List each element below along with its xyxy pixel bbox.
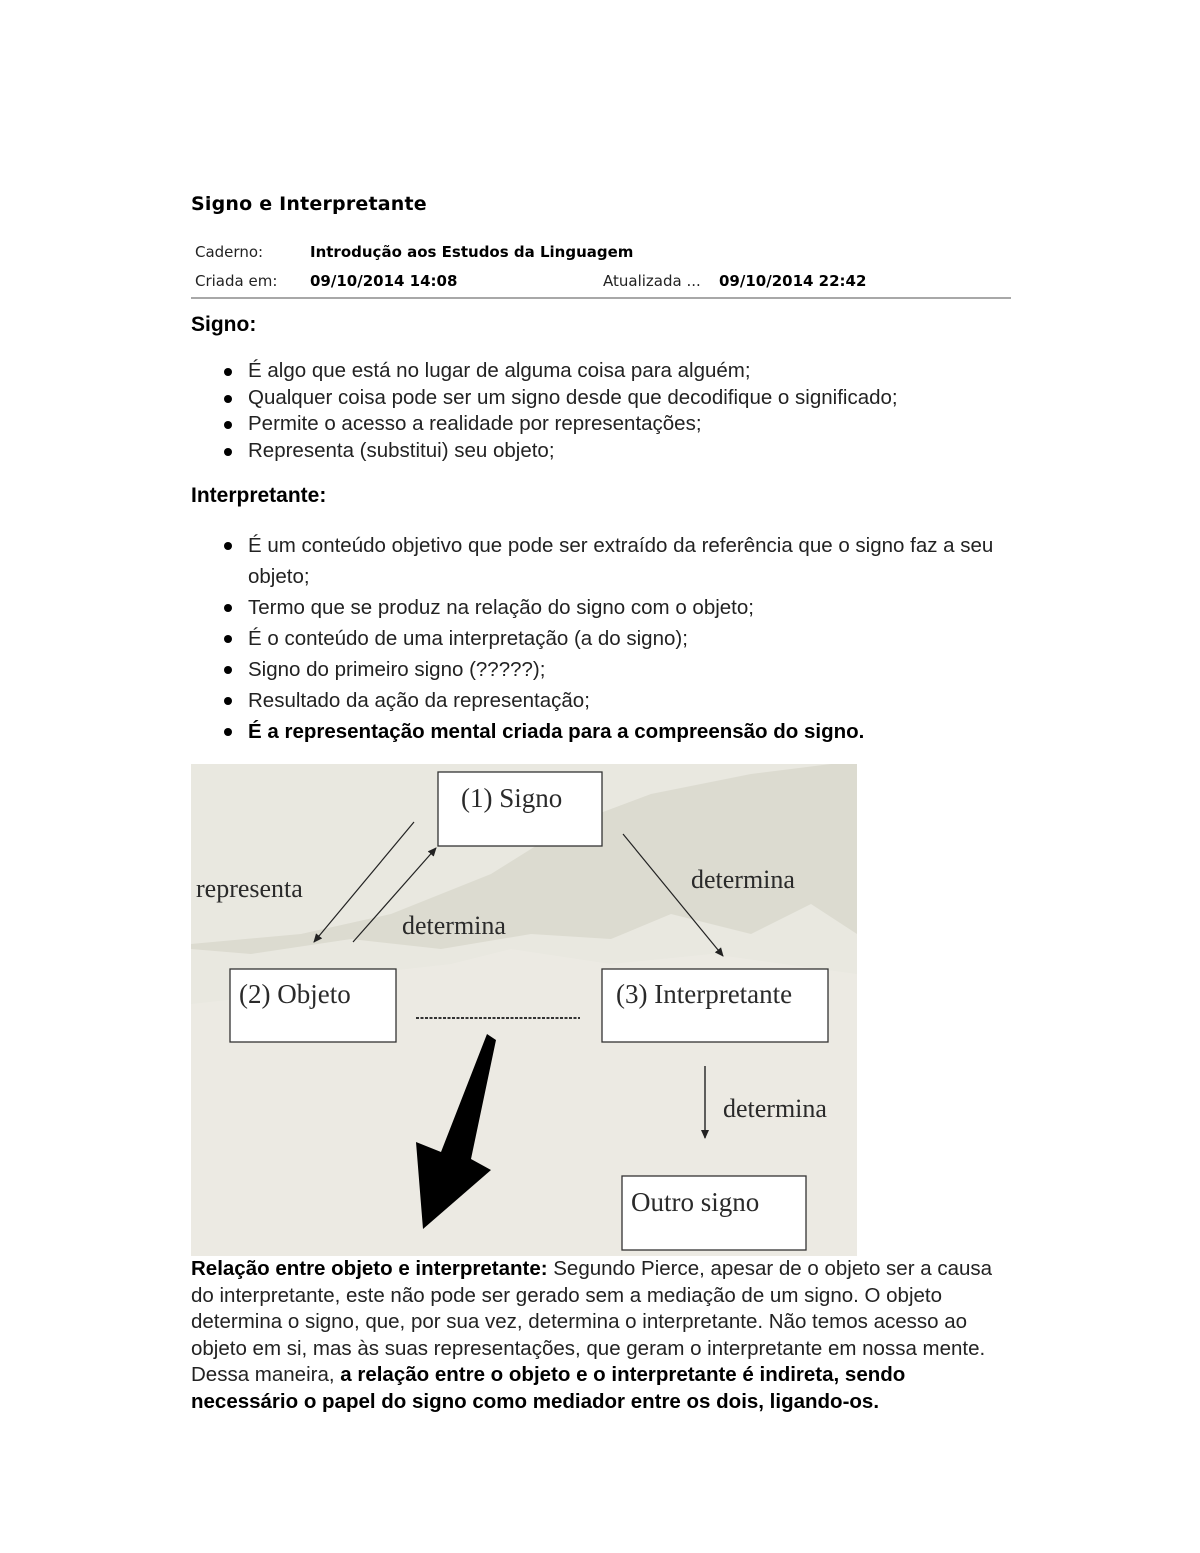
notebook-value: Introdução aos Estudos da Linguagem	[310, 243, 634, 261]
created-label: Criada em:	[195, 272, 278, 290]
box-outro-signo-label: Outro signo	[631, 1187, 760, 1217]
interpretante-heading: Interpretante:	[191, 484, 327, 507]
signo-heading: Signo:	[191, 313, 257, 336]
bullet-icon	[224, 666, 232, 674]
box-objeto-label: (2) Objeto	[239, 979, 351, 1009]
updated-label: Atualizada ...	[603, 272, 701, 290]
semiotic-triangle-figure	[191, 764, 857, 1256]
list-item-emphasis: É a representação mental criada para a compreensão do signo.	[248, 716, 1018, 747]
note-metadata	[191, 243, 1011, 301]
bullet-icon	[224, 604, 232, 612]
relacao-paragraph	[191, 1256, 1006, 1415]
list-item: Termo que se produz na relação do signo com o objeto;	[248, 592, 1018, 623]
note-title: Signo e Interpretante	[191, 193, 427, 215]
diagram-svg	[191, 764, 857, 1256]
list-item: Permite o acesso a realidade por representações;	[248, 411, 1018, 438]
metadata-divider	[191, 297, 1011, 299]
box-interpretante-label: (3) Interpretante	[616, 979, 793, 1009]
interpretante-list	[248, 530, 1018, 747]
relacao-conclusion: a relação entre o objeto e o interpretante é indireta, sendo necessário o papel do signo como mediador entre os dois, ligando-os.	[191, 1363, 906, 1413]
list-item: Representa (substitui) seu objeto;	[248, 438, 1018, 465]
notebook-label: Caderno:	[195, 243, 264, 261]
relacao-text: Segundo Pierce, apesar de o objeto ser a causa do interpretante, este não pode ser gerado sem a mediação de um signo. O objeto determina o signo, que, por sua vez, determina o interpretante. Não temos acesso ao objeto em si, mas às suas representações, que geram o interpretante em nossa mente. Dessa maneira,	[191, 1257, 993, 1386]
bullet-icon	[224, 697, 232, 705]
bullet-icon	[224, 728, 232, 736]
bullet-icon	[224, 421, 232, 429]
label-determina-2: determina	[691, 865, 795, 894]
label-representa: representa	[196, 874, 303, 903]
created-value: 09/10/2014 14:08	[310, 272, 458, 290]
updated-value: 09/10/2014 22:42	[719, 272, 867, 290]
list-item: É o conteúdo de uma interpretação (a do signo);	[248, 623, 1018, 654]
list-item: É um conteúdo objetivo que pode ser extraído da referência que o signo faz a seu objeto;	[248, 530, 1018, 592]
label-determina-3: determina	[723, 1094, 827, 1123]
bullet-icon	[224, 395, 232, 403]
list-item: Resultado da ação da representação;	[248, 685, 1018, 716]
bullet-icon	[224, 448, 232, 456]
bullet-icon	[224, 542, 232, 550]
list-item: Qualquer coisa pode ser um signo desde que decodifique o significado;	[248, 385, 1018, 412]
label-determina-1: determina	[402, 911, 506, 940]
notebook-row	[191, 243, 1011, 272]
box-signo-label: (1) Signo	[461, 783, 563, 813]
bullet-icon	[224, 368, 232, 376]
list-item: É algo que está no lugar de alguma coisa para alguém;	[248, 358, 1018, 385]
relacao-heading: Relação entre objeto e interpretante:	[191, 1257, 548, 1280]
list-item: Signo do primeiro signo (?????);	[248, 654, 1018, 685]
bullet-icon	[224, 635, 232, 643]
signo-list	[248, 358, 1018, 464]
